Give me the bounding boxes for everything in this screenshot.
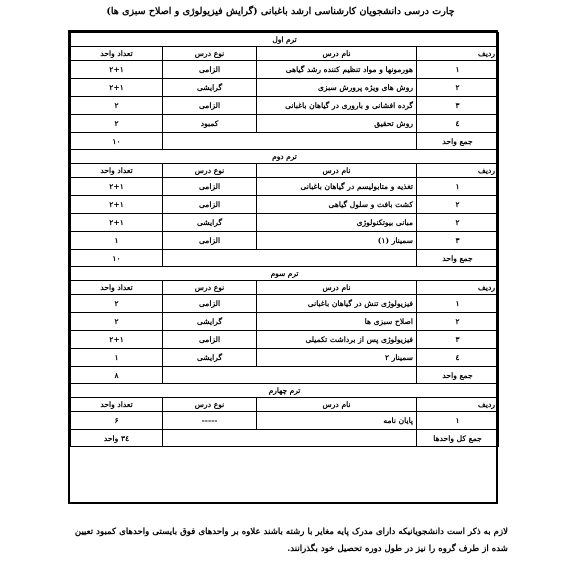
table-row [71, 412, 499, 430]
sum-row [71, 367, 499, 384]
table-header-row [71, 164, 499, 178]
course-name: فیزیولوژی پس از برداشت تکمیلی [257, 331, 417, 349]
sum-spacer [163, 430, 417, 447]
row-number: ۱ [417, 295, 499, 313]
unit-count: ۲+۱ [71, 79, 163, 97]
header-course-name: نام درس [257, 47, 417, 61]
header-course-type: نوع درس [163, 47, 257, 61]
table-row [71, 196, 499, 214]
course-type: الزامی [163, 295, 257, 313]
course-name: روش تحقیق [257, 115, 417, 133]
sum-label: جمع واحد [417, 367, 499, 384]
course-type: الزامی [163, 178, 257, 196]
sum-row [71, 430, 499, 447]
sum-row [71, 133, 499, 150]
unit-count: ۲ [71, 97, 163, 115]
term-title-row [71, 33, 499, 47]
sum-spacer [163, 367, 417, 384]
unit-count: ۲ [71, 115, 163, 133]
course-name: فیزیولوژی تنش در گیاهان باغبانی [257, 295, 417, 313]
table-row [71, 79, 499, 97]
term-title-row [71, 384, 499, 398]
unit-count: ۲+۱ [71, 61, 163, 79]
course-type: گرایشی [163, 79, 257, 97]
table-row [71, 331, 499, 349]
header-course-name: نام درس [257, 164, 417, 178]
row-number: ۳ [417, 331, 499, 349]
unit-count: ۲ [71, 295, 163, 313]
header-row-number: ردیف [417, 47, 499, 61]
unit-count: ۱ [71, 349, 163, 367]
unit-count: ۲+۱ [71, 178, 163, 196]
header-unit-count: تعداد واحد [71, 47, 163, 61]
term-title: ترم دوم [71, 150, 499, 164]
header-course-name: نام درس [257, 281, 417, 295]
header-row-number: ردیف [417, 398, 499, 412]
course-type: گرایشی [163, 214, 257, 232]
header-unit-count: تعداد واحد [71, 164, 163, 178]
header-course-type: نوع درس [163, 164, 257, 178]
row-number: ۲ [417, 196, 499, 214]
sum-label: جمع واحد [417, 133, 499, 150]
footnote-line: شده از طرف گروه را نیز در طول دوره تحصیل خود بگذرانند. [287, 544, 508, 554]
unit-count: ۲+۱ [71, 331, 163, 349]
sum-value: ۱۰ [71, 133, 163, 150]
row-number: ٤ [417, 349, 499, 367]
table-row [71, 97, 499, 115]
unit-count: ۱ [71, 232, 163, 250]
sum-spacer [163, 250, 417, 267]
row-number: ۱ [417, 178, 499, 196]
course-name: هورمونها و مواد تنظیم کننده رشد گیاهی [257, 61, 417, 79]
course-name: گرده افشانی و باروری در گیاهان باغبانی [257, 97, 417, 115]
unit-count: ۲+۱ [71, 196, 163, 214]
term-title: ترم اول [71, 33, 499, 47]
table-row [71, 313, 499, 331]
header-course-name: نام درس [257, 398, 417, 412]
row-number: ۲ [417, 79, 499, 97]
course-type: گرایشی [163, 349, 257, 367]
course-name: پایان نامه [257, 412, 417, 430]
sum-label: جمع واحد [417, 250, 499, 267]
course-type: کمبود [163, 115, 257, 133]
course-chart-body [71, 33, 499, 447]
document-title: چارت درسی دانشجویان کارشناسی ارشد باغبانی (گرایش فیزیولوژی و اصلاح سبزی ها) [106, 6, 455, 17]
term-title: ترم چهارم [71, 384, 499, 398]
header-row-number: ردیف [417, 164, 499, 178]
row-number: ٤ [417, 115, 499, 133]
course-type: الزامی [163, 61, 257, 79]
term-title: ترم سوم [71, 267, 499, 281]
course-type: الزامی [163, 331, 257, 349]
row-number: ۲ [417, 313, 499, 331]
footnote [68, 524, 508, 558]
header-unit-count: تعداد واحد [71, 281, 163, 295]
sum-value: ۳٤ واحد [71, 430, 163, 447]
row-number: ۱ [417, 412, 499, 430]
table-row [71, 349, 499, 367]
course-name: سمینار (۱) [257, 232, 417, 250]
row-number: ۲ [417, 214, 499, 232]
course-type: الزامی [163, 232, 257, 250]
course-type: الزامی [163, 196, 257, 214]
course-type: الزامی [163, 97, 257, 115]
table-row [71, 115, 499, 133]
table-header-row [71, 398, 499, 412]
unit-count: ۲+۱ [71, 214, 163, 232]
course-name: اصلاح سبزی ها [257, 313, 417, 331]
table-header-row [71, 47, 499, 61]
term-title-row [71, 267, 499, 281]
table-row [71, 295, 499, 313]
unit-count: ۲ [71, 313, 163, 331]
table-row [71, 214, 499, 232]
sum-spacer [163, 133, 417, 150]
sum-value: ۱۰ [71, 250, 163, 267]
table-header-row [71, 281, 499, 295]
header-course-type: نوع درس [163, 398, 257, 412]
course-name: مبانی بیوتکنولوژی [257, 214, 417, 232]
footnote-line: لازم به ذکر است دانشجویانیکه دارای مدرک پایه مغایر با رشته باشند علاوه بر واحدهای فوق بایستی واحدهای کمبود تعیین [74, 527, 508, 537]
row-number: ۳ [417, 97, 499, 115]
table-row [71, 178, 499, 196]
course-name: تغذیه و متابولیسم در گیاهان باغبانی [257, 178, 417, 196]
header-unit-count: تعداد واحد [71, 398, 163, 412]
row-number: ۳ [417, 232, 499, 250]
sum-value: ۸ [71, 367, 163, 384]
table-row [71, 232, 499, 250]
course-type: گرایشی [163, 313, 257, 331]
term-title-row [71, 150, 499, 164]
sum-label: جمع کل واحدها [417, 430, 499, 447]
course-name: کشت بافت و سلول گیاهی [257, 196, 417, 214]
course-name: سمینار ۲ [257, 349, 417, 367]
row-number: ۱ [417, 61, 499, 79]
sum-row [71, 250, 499, 267]
unit-count: ۶ [71, 412, 163, 430]
table-row [71, 61, 499, 79]
course-type: ----- [163, 412, 257, 430]
course-name: روش های ویژه پرورش سبزی [257, 79, 417, 97]
course-chart-frame [68, 30, 498, 504]
header-course-type: نوع درس [163, 281, 257, 295]
course-chart-table [70, 32, 499, 447]
header-row-number: ردیف [417, 281, 499, 295]
